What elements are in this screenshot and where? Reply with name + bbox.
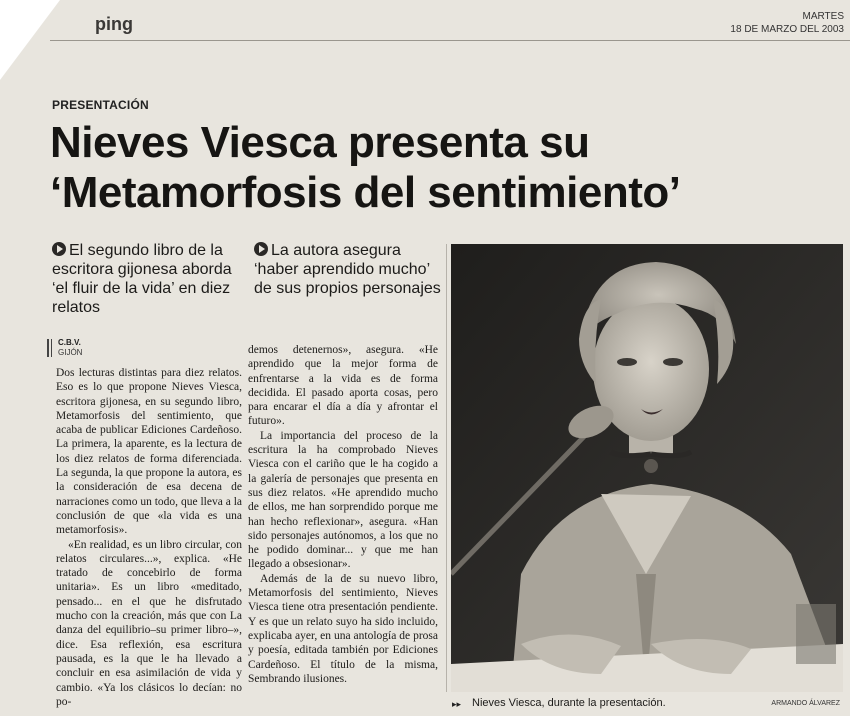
body-paragraph: «En realidad, es un libro circular, con relatos circulares...», explica. «He tratado de concebirlo de forma unitaria». Es un libro «meditado, pensado... en el que he disfrutado mucho con la creación, más que con La danza del equilibrio–su primer libro–», dice. Esa reflexión, esa escritura pausada, es la que le ha llevado a concluir en esa asimilación de vida y cambio. «Ya los clásicos lo decían: no po-	[56, 538, 242, 708]
deck-1	[52, 241, 242, 317]
body-paragraph: Dos lecturas distintas para diez relatos. Eso es lo que propone Nieves Viesca, escritora gijonesa, en su segundo libro, Metamorfosis del sentimiento, que acaba de publicar Ediciones Cardeñoso. La primera, la aparente, es la lectura de los diez relatos de forma diferenciada. La segunda, la que propone la autora, es la consideración de esa decena de narraciones como un todo, que lleva a la conclusión de que «la vida es una metamorfosis».	[56, 367, 242, 537]
body-paragraph: Además de la de su nuevo libro, Metamorfosis del sentimiento, Nieves Viesca tiene otra presentación pendiente. Y es que un relato suyo ha sido incluido, explicaba ayer, en una antología de prosa y poesía, editada también por Ediciones Cardeñoso. El título de la misma, Sembrando ilusiones.	[248, 572, 438, 685]
header-rule	[50, 40, 850, 41]
deck-1-text: El segundo libro de la escritora gijonesa aborda ‘el fluir de la vida’ en diez relatos	[52, 242, 232, 316]
body-column-1	[56, 366, 242, 709]
body-column-2	[248, 343, 438, 686]
byline-rule-thin	[51, 339, 52, 357]
body-paragraph: La importancia del proceso de la escritura la ha comprobado Nieves Viesca con el cariño que le ha cogido a la galería de personajes que presenta en sus diez relatos. «He aprendido mucho de ellos, me han sorprendido porque me han hecho reflexionar», asegura. «Han sido personajes autónomos, a los que no he podido dominar... y que me han llegado a obsesionar».	[248, 429, 438, 571]
article-photo	[451, 244, 843, 692]
article-kicker: PRESENTACIÓN	[52, 98, 149, 112]
photo-caption: Nieves Viesca, durante la presentación.	[472, 697, 666, 709]
caption-marker: ▸▸	[452, 699, 462, 709]
byline-place: GIJÓN	[58, 348, 83, 357]
deck-2	[254, 241, 444, 298]
photo-credit: ARMANDO ÁLVAREZ	[771, 700, 840, 707]
column-divider	[446, 244, 447, 692]
author-portrait-image	[451, 244, 843, 692]
issue-day: MARTES	[802, 11, 844, 22]
byline-rule	[47, 339, 49, 357]
section-label: ping	[95, 14, 133, 34]
article-headline: Nieves Viesca presenta su ‘Metamorfosis del sentimiento’	[50, 118, 681, 217]
deck-2-text: La autora asegura ‘haber aprendido mucho’ de sus propios personajes	[254, 242, 441, 297]
play-arrow-icon	[52, 242, 66, 256]
body-paragraph: demos detenernos», asegura. «He aprendido que la mejor forma de enfrentarse a la vida es de forma decidida. El pasado aporta cosas, pero para encarar el día a día y afrontar el futuro».	[248, 344, 438, 428]
issue-date: 18 DE MARZO DEL 2003	[730, 24, 844, 35]
byline-author: C.B.V.	[58, 338, 81, 347]
play-arrow-icon	[254, 242, 268, 256]
